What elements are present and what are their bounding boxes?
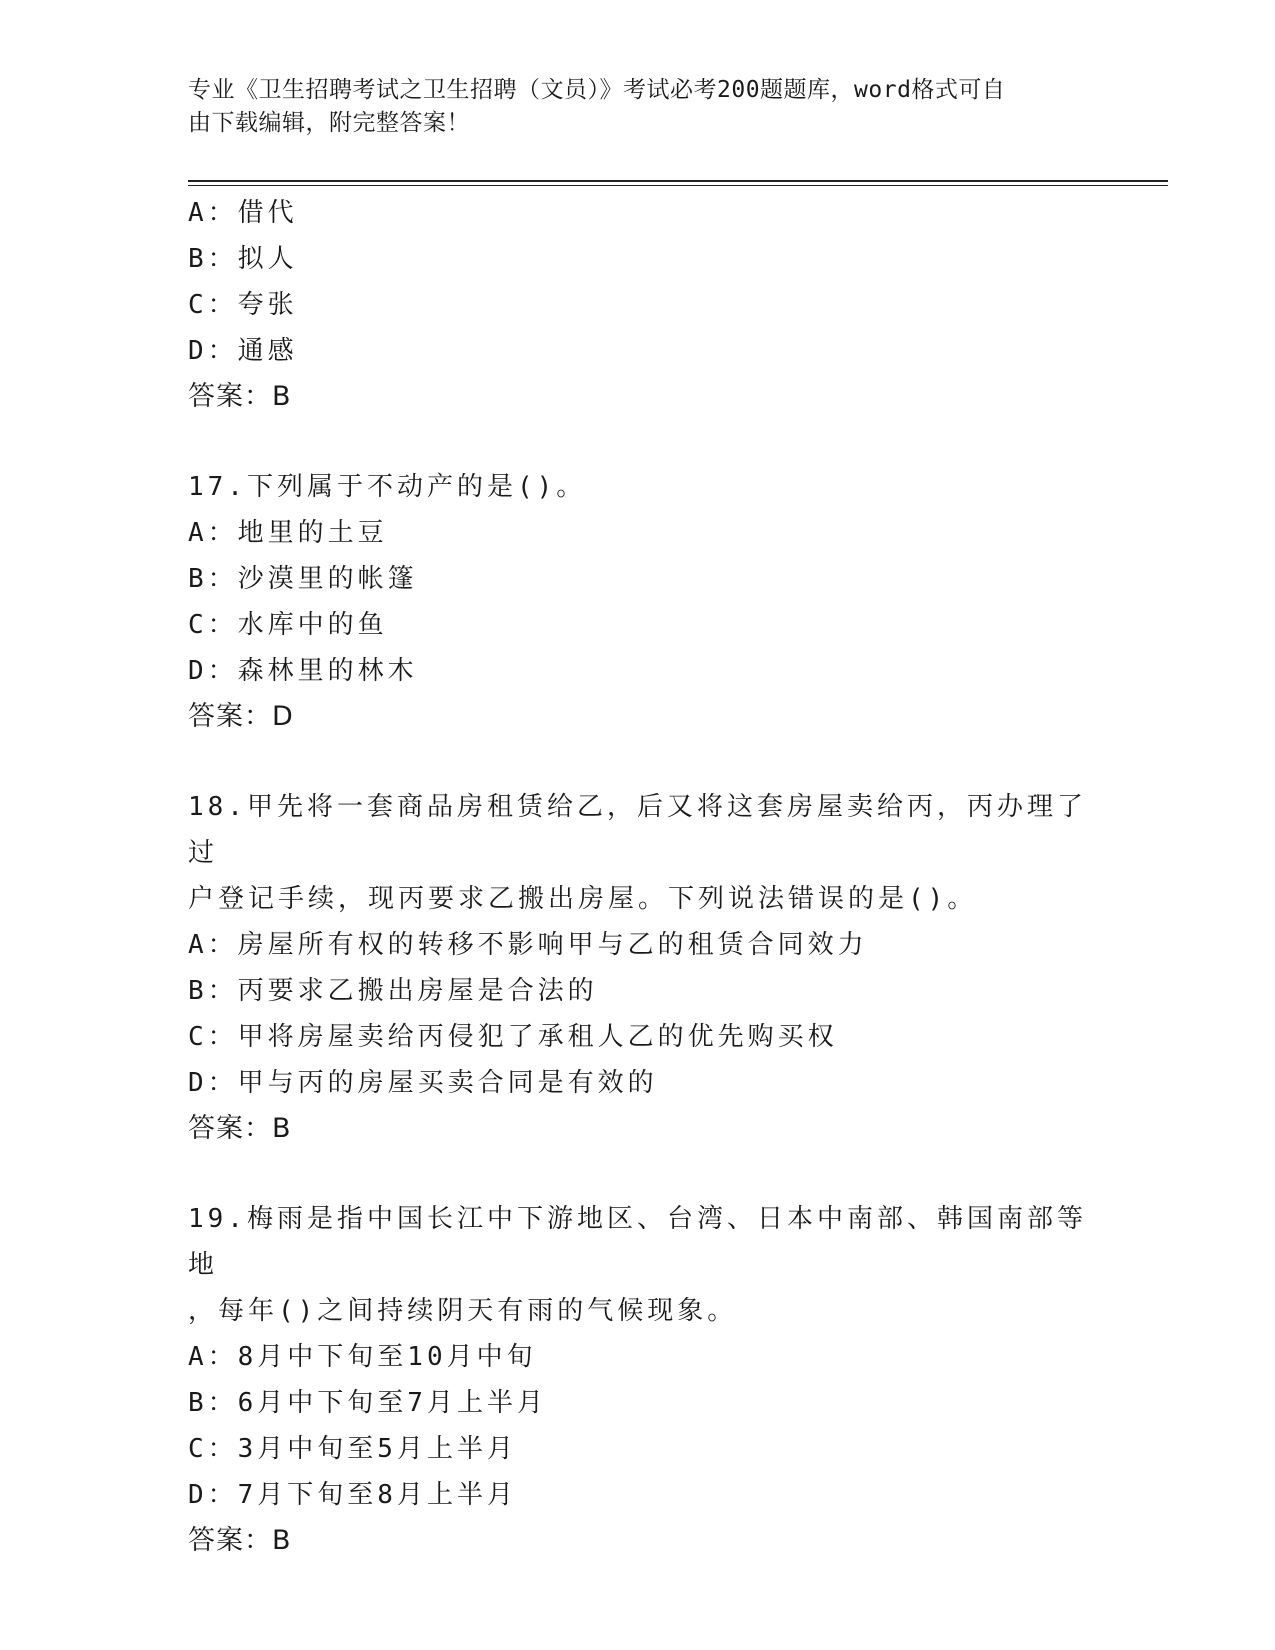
question-list <box>188 190 1148 1564</box>
option-d: D：森林里的林木 <box>188 656 418 686</box>
question-stem-line-2: 户登记手续，现丙要求乙搬出房屋。下列说法错误的是()。 <box>188 884 978 914</box>
option-a: A：借代 <box>188 198 298 228</box>
answer-line: 答案：B <box>188 381 292 412</box>
header-line-2: 由下载编辑，附完整答案！ <box>188 110 470 136</box>
question-stem: 17.下列属于不动产的是()。 <box>188 472 587 502</box>
header-divider-thin <box>188 185 1168 186</box>
question-block-18 <box>188 784 1148 1152</box>
option-a: A：房屋所有权的转移不影响甲与乙的租赁合同效力 <box>188 930 868 960</box>
answer-line: 答案：D <box>188 701 294 732</box>
question-stem-line-1: 19.梅雨是指中国长江中下游地区、台湾、日本中南部、韩国南部等地 <box>188 1204 1087 1280</box>
option-d: D：7月下旬至8月上半月 <box>188 1480 517 1510</box>
option-c: C：3月中旬至5月上半月 <box>188 1434 517 1464</box>
option-d: D：甲与丙的房屋买卖合同是有效的 <box>188 1068 658 1098</box>
option-a: A：地里的土豆 <box>188 518 388 548</box>
option-a: A：8月中下旬至10月中旬 <box>188 1342 537 1372</box>
option-c: C：夸张 <box>188 290 298 320</box>
option-c: C：水库中的鱼 <box>188 610 388 640</box>
option-b: B：拟人 <box>188 244 298 274</box>
answer-line: 答案：B <box>188 1113 292 1144</box>
header-line-1: 专业《卫生招聘考试之卫生招聘（文员）》考试必考200题题库，word格式可自 <box>188 77 1006 103</box>
document-header <box>188 74 1078 140</box>
option-b: B：沙漠里的帐篷 <box>188 564 418 594</box>
answer-line: 答案：B <box>188 1525 292 1556</box>
question-block-19 <box>188 1196 1148 1564</box>
option-b: B：丙要求乙搬出房屋是合法的 <box>188 976 598 1006</box>
option-c: C：甲将房屋卖给丙侵犯了承租人乙的优先购买权 <box>188 1022 838 1052</box>
question-stem-line-1: 18.甲先将一套商品房租赁给乙，后又将这套房屋卖给丙，丙办理了过 <box>188 792 1087 868</box>
question-stem-line-2: ，每年()之间持续阴天有雨的气候现象。 <box>188 1296 738 1326</box>
question-block-16 <box>188 190 1148 420</box>
option-b: B：6月中下旬至7月上半月 <box>188 1388 547 1418</box>
option-d: D：通感 <box>188 336 298 366</box>
header-divider-thick <box>188 180 1168 182</box>
question-block-17 <box>188 464 1148 740</box>
